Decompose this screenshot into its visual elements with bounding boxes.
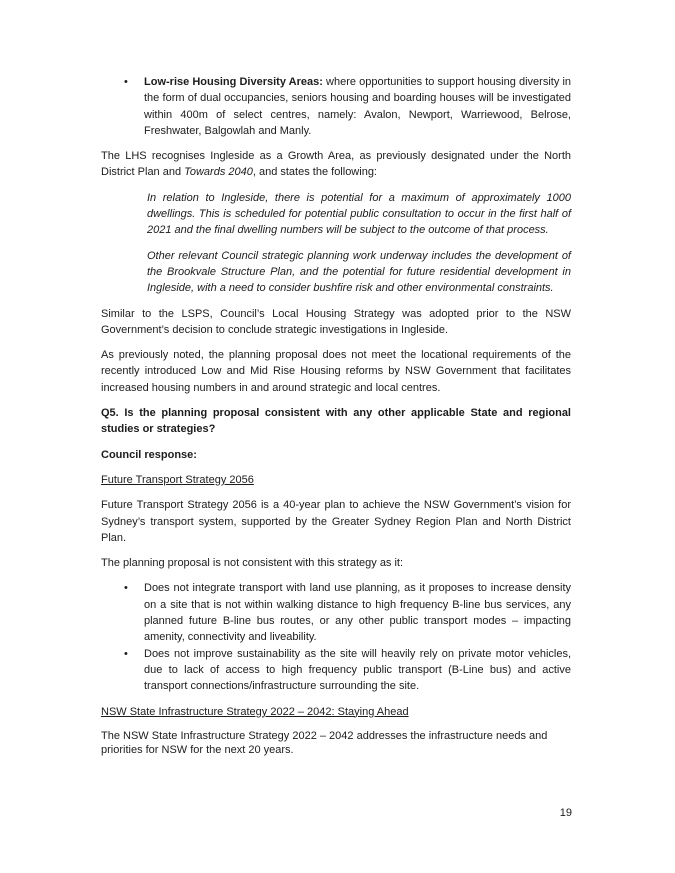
section-heading-infrastructure-strategy: NSW State Infrastructure Strategy 2022 – 2042: Staying Ahead (101, 705, 409, 718)
bullet-icon: • (124, 76, 128, 88)
document-content (101, 74, 571, 757)
list-item-text: Does not improve sustainability as the site will heavily rely on private motor vehicles, due to lack of access to high frequency public transport (B-Line bus) and active transport connections/infrastructure surrounding the site. (144, 647, 571, 693)
question-q5-heading: Q5. Is the planning proposal consistent with any other applicable State and regional studies or strategies? (101, 407, 571, 436)
paragraph-infrastructure-strategy: The NSW State Infrastructure Strategy 2022 – 2042 addresses the infrastructure needs and priorities for NSW for the next 20 years. (101, 729, 548, 756)
bullet-icon: • (124, 582, 128, 595)
list-item-text: Does not integrate transport with land use planning, as it proposes to increase density on a site that is not within walking distance to high frequency B-line bus services, any planned future B-line bus routes, or any other public transport modes – impacting amenity, connectivity and liveability. (144, 582, 571, 644)
paragraph-lhs-after: , and states the following: (252, 166, 377, 179)
paragraph-previously-noted: As previously noted, the planning proposal does not meet the locational requirements of the recently introduced Low and Mid Rise Housing reforms by NSW Government that facilitates increased housing numbers in and around strategic and local centres. (101, 349, 571, 394)
list-item-text (144, 74, 571, 139)
paragraph-similar-lsps: Similar to the LSPS, Council’s Local Housing Strategy was adopted prior to the NSW Government’s decision to conclude strategic investigations in Ingleside. (101, 307, 571, 336)
paragraph-lhs (101, 148, 571, 181)
paragraph-lhs-italic: Towards 2040 (184, 166, 253, 179)
page-number: 19 (559, 807, 572, 819)
paragraph-strategy-intro: The planning proposal is not consistent with this strategy as it: (101, 557, 404, 570)
block-quote-brookvale: Other relevant Council strategic planning work underway includes the development of the Brookvale Structure Plan, and the potential for future residential development in Ingleside, with a need to consider bushfire risk and other environmental constraints. (147, 249, 571, 295)
bullet-icon: • (124, 647, 128, 660)
housing-diversity-list (101, 74, 571, 139)
list-item-body: where opportunities to support housing diversity in the form of dual occupancies, seniors housing and boarding houses will be investigated within 400m of select centres, namely: Avalon, Newport, Warriewood, Belrose, Freshwater, Balgowlah and Manly. (144, 76, 572, 137)
block-quote-ingleside: In relation to Ingleside, there is potential for a maximum of approximately 1000 dwellings. This is scheduled for potential public consultation to occur in the first half of 2021 and the final dwelling numbers will be subject to the outcome of that process. (147, 191, 571, 237)
list-item (101, 74, 571, 139)
paragraph-lhs-before: The LHS recognises Ingleside as a Growth Area, as previously designated under the North District Plan and (101, 150, 571, 179)
list-item-lead: Low-rise Housing Diversity Areas: (144, 76, 323, 88)
section-heading-future-transport: Future Transport Strategy 2056 (101, 473, 254, 486)
list-item (101, 580, 571, 645)
council-response-label: Council response: (101, 448, 197, 461)
strategy-inconsistency-list (101, 580, 571, 694)
paragraph-future-transport: Future Transport Strategy 2056 is a 40-year plan to achieve the NSW Government’s vision for Sydney’s transport system, supported by the Greater Sydney Region Plan and North District Plan. (101, 499, 571, 544)
list-item (101, 646, 571, 695)
